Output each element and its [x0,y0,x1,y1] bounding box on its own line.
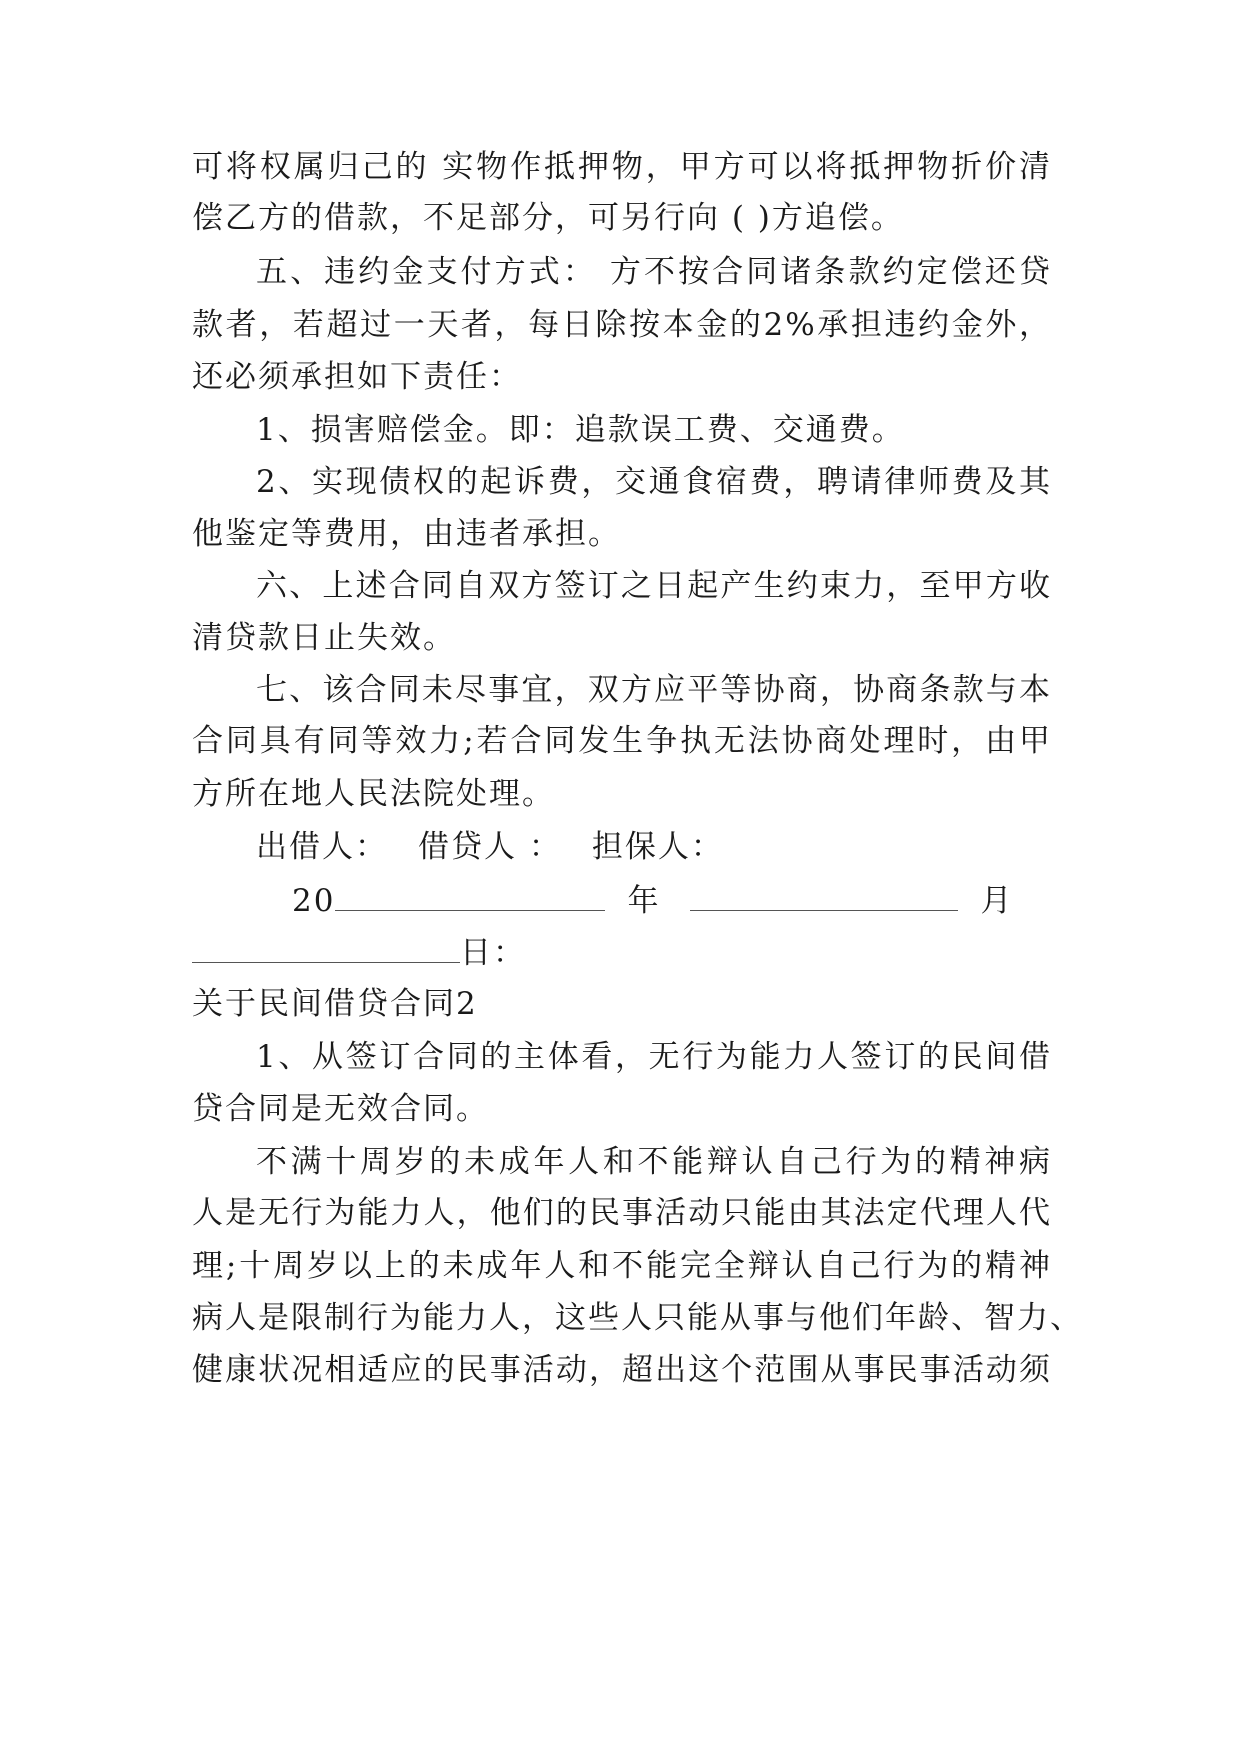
clause-five-heading: 五、违约金支付方式： 方不按合同诸条款约定偿还贷 [256,254,1052,290]
year-blank [335,880,605,911]
paragraph-line: 病人是限制行为能力人，这些人只能从事与他们年龄、智力、 [192,1300,1083,1336]
paragraph-line: 款者，若超过一天者，每日除按本金的2%承担违约金外， [192,307,1052,343]
list-item: 2、实现债权的起诉费，交通食宿费，聘请律师费及其 [256,464,1052,500]
paragraph-line: 不满十周岁的未成年人和不能辩认自己行为的精神病 [256,1144,1052,1180]
paragraph-line: 贷合同是无效合同。 [192,1091,489,1127]
paragraph-line: 方所在地人民法院处理。 [192,776,555,812]
paragraph-line: 健康状况相适应的民事活动，超出这个范围从事民事活动须 [192,1352,1052,1388]
clause-six: 六、上述合同自双方签订之日起产生约束力，至甲方收 [256,568,1052,604]
guarantor-label: 担保人： [591,829,724,865]
paragraph-line: 偿乙方的借款，不足部分，可另行向 ( )方追偿。 [192,200,904,236]
signature-line [256,827,1052,867]
date-prefix: 20 [292,883,336,919]
paragraph-line: 他鉴定等费用，由违者承担。 [192,516,621,552]
paragraph-line: 清贷款日止失效。 [192,620,456,656]
paragraph-line: 还必须承担如下责任： [192,359,522,395]
day-line [192,932,1052,972]
paragraph-line: 1、从签订合同的主体看，无行为能力人签订的民间借 [256,1039,1052,1075]
paragraph-line: 理;十周岁以上的未成年人和不能完全辩认自己行为的精神 [192,1248,1052,1284]
section-title: 关于民间借贷合同2 [192,986,478,1022]
month-label: 月 [980,883,1014,919]
month-blank [690,880,958,911]
lender-label: 出借人： [256,829,388,865]
day-label: 日： [460,935,526,971]
clause-seven: 七、该合同未尽事宜，双方应平等协商，协商条款与本 [256,672,1052,708]
borrower-label: 借贷人 ： [418,829,562,865]
list-item: 1、损害赔偿金。即：追款误工费、交通费。 [256,412,905,448]
paragraph-line: 人是无行为能力人，他们的民事活动只能由其法定代理人代 [192,1195,1052,1231]
day-blank [192,932,460,963]
paragraph-line: 可将权属归己的 实物作抵押物，甲方可以将抵押物折价清 [192,149,1052,185]
date-line [292,880,1052,920]
year-label: 年 [627,883,661,919]
paragraph-line: 合同具有同等效力;若合同发生争执无法协商处理时，由甲 [192,723,1052,759]
